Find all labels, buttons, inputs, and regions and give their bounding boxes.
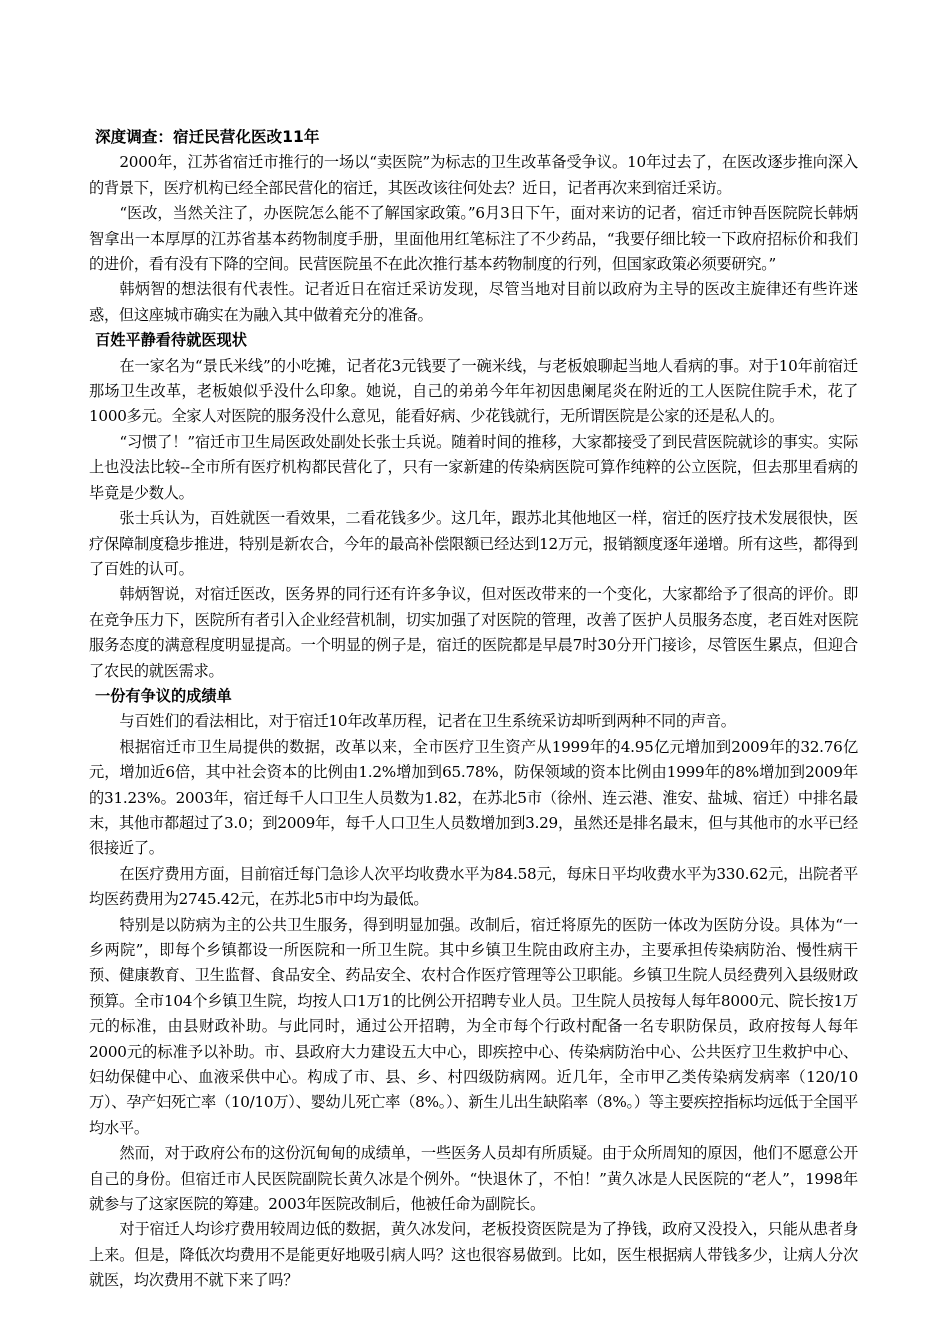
section-heading-2: 一份有争议的成绩单	[95, 686, 232, 705]
article-title: 深度调查：宿迁民营化医改11年	[95, 128, 320, 146]
section2-paragraph-1: 与百姓们的看法相比，对于宿迁10年改革历程，记者在卫生系统采访却听到两种不同的声音。	[119, 712, 736, 731]
section1-paragraph-4: 韩炳智说，对宿迁医改，医务界的同行还有许多争议，但对医改带来的一个变化，大家都给予了很高的评价。即在竞争压力下，医院所有者引入企业经营机制，切实加强了对医院的管理，改善了医护人员服务态度，老百姓对医院服务态度的满意程度明显提高。一个明显的例子是，宿迁的医院都是早晨7时30分开门接诊，尽管医生累点，但迎合了农民的就医需求。	[89, 585, 858, 680]
intro-paragraph-1: 2000年，江苏省宿迁市推行的一场以“卖医院”为标志的卫生改革备受争议。10年过去了，在医改逐步推向深入的背景下，医疗机构已经全部民营化的宿迁，其医改该往何处去？近日，记者再次来到宿迁采访。	[89, 153, 858, 197]
section2-paragraph-3: 在医疗费用方面，目前宿迁每门急诊人次平均收费水平为84.58元，每床日平均收费水平为330.62元，出院者平均医药费用为2745.42元，在苏北5市中均为最低。	[89, 864, 858, 909]
intro-paragraph-2: “医改，当然关注了，办医院怎么能不了解国家政策。”6月3日下午，面对来访的记者，宿迁市钟吾医院院长韩炳智拿出一本厚厚的江苏省基本药物制度手册，里面他用红笔标注了不少药品，“我要仔细比较一下政府招标价和我们的进价，看有没有下降的空间。民营医院虽不在此次推行基本药物制度的行列，但国家政策必须要研究。”	[89, 204, 858, 274]
section-heading-1: 百姓平静看待就医现状	[95, 331, 247, 350]
section2-paragraph-6: 对于宿迁人均诊疗费用较周边低的数据，黄久冰发问，老板投资医院是为了挣钱，政府又没投入，只能从患者身上来。但是，降低次均费用不是能更好地吸引病人吗？这也很容易做到。比如，医生根据病人带钱多少，让病人分次就医，均次费用不就下来了吗？	[89, 1220, 858, 1290]
section1-paragraph-2: “习惯了！”宿迁市卫生局医政处副处长张士兵说。随着时间的推移，大家都接受了到民营医院就诊的事实。实际上也没法比较--全市所有医疗机构都民营化了，只有一家新建的传染病医院可算作纯粹的公立医院，但去那里看病的毕竟是少数人。	[89, 432, 858, 502]
section2-paragraph-4: 特别是以防病为主的公共卫生服务，得到明显加强。改制后，宿迁将原先的医防一体改为医防分设。具体为“一乡两院”，即每个乡镇都设一所医院和一所卫生院。其中乡镇卫生院由政府主办，主要承担传染病防治、慢性病干预、健康教育、卫生监督、食品安全、药品安全、农村合作医疗管理等公卫职能。乡镇卫生院人员经费列入县级财政预算。全市104个乡镇卫生院，均按人口1万1的比例公开招聘专业人员。卫生院人员按每人每年8000元、院长按1万元的标准，由县财政补助。与此同时，通过公开招聘，为全市每个行政村配备一名专职防保员，政府按每人每年2000元的标准予以补助。市、县政府大力建设五大中心，即疾控中心、传染病防治中心、公共医疗卫生救护中心、妇幼保健中心、血液采供中心。构成了市、县、乡、村四级防病网。近几年，全市甲乙类传染病发病率（120/10万）、孕产妇死亡率（10/10万）、婴幼儿死亡率（8%。）、新生儿出生缺陷率（8%。）等主要疾控指标均远低于全国平均水平。	[89, 915, 858, 1137]
section2-paragraph-2: 根据宿迁市卫生局提供的数据，改革以来，全市医疗卫生资产从1999年的4.95亿元增加到2009年的32.76亿元，增加近6倍，其中社会资本的比例由1.2%增加到65.78%，防保领域的资本比例由1999年的8%增加到2009年的31.23%。2003年，宿迁每千人口卫生人员数为1.82，在苏北5市（徐州、连云港、淮安、盐城、宿迁）中排名最末，其他市都超过了3.0；到2009年，每千人口卫生人员数增加到3.29，虽然还是排名最末，但与其他市的水平已经很接近了。	[89, 737, 858, 858]
section1-paragraph-1: 在一家名为“景氏米线”的小吃摊，记者花3元钱要了一碗米线，与老板娘聊起当地人看病的事。对于10年前宿迁那场卫生改革，老板娘似乎没什么印象。她说，自己的弟弟今年年初因患阑尾炎在附近的工人医院住院手术，花了1000多元。全家人对医院的服务没什么意见，能看好病、少花钱就行，无所谓医院是公家的还是私人的。	[89, 356, 858, 426]
section2-paragraph-5: 然而，对于政府公布的这份沉甸甸的成绩单，一些医务人员却有所质疑。由于众所周知的原因，他们不愿意公开自己的身份。但宿迁市人民医院副院长黄久冰是个例外。“快退休了，不怕！”黄久冰是人民医院的“老人”，1998年就参与了这家医院的筹建。2003年医院改制后，他被任命为副院长。	[89, 1144, 858, 1214]
intro-paragraph-3: 韩炳智的想法很有代表性。记者近日在宿迁采访发现，尽管当地对目前以政府为主导的医改主旋律还有些许迷惑，但这座城市确实在为融入其中做着充分的准备。	[89, 280, 858, 324]
section1-paragraph-3: 张士兵认为，百姓就医一看效果，二看花钱多少。这几年，跟苏北其他地区一样，宿迁的医疗技术发展很快，医疗保障制度稳步推进，特别是新农合，今年的最高补偿限额已经达到12万元，报销额度逐年递增。所有这些，都得到了百姓的认可。	[89, 509, 858, 578]
